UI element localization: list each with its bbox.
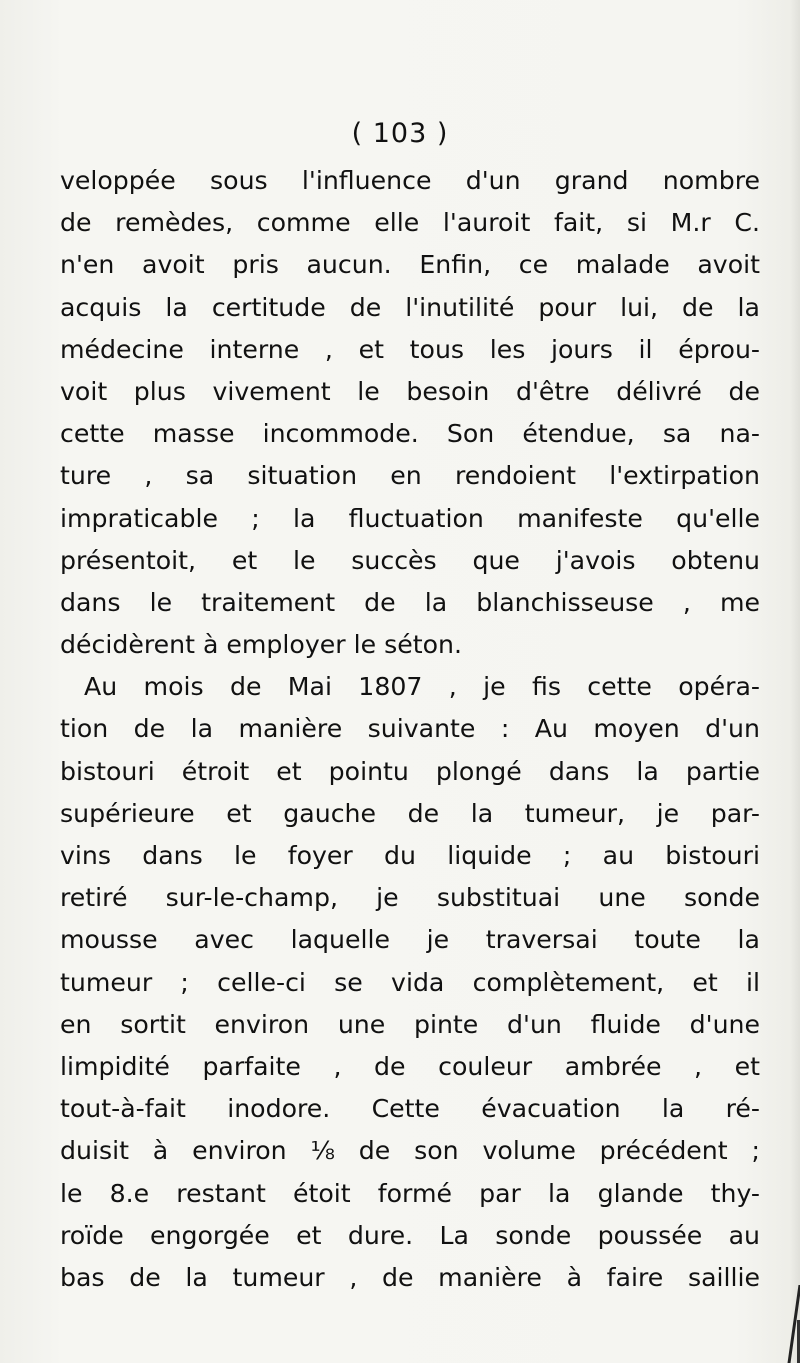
text-line: limpidité parfaite , de couleur ambrée , et (60, 1051, 760, 1081)
text-line: veloppée sous l'influence d'un grand nombre (60, 166, 760, 195)
text-line: retiré sur-le-champ, je substituai une sonde (60, 883, 760, 913)
text-line: tion de la manière suivante : Au moyen d'un (60, 714, 760, 744)
text-line: n'en avoit pris aucun. Enfin, ce malade avoit (60, 250, 760, 280)
text-line: en sortit environ une pinte d'un fluide d'une (60, 1009, 760, 1039)
text-line: mousse avec laquelle je traversai toute la (60, 925, 760, 955)
text-line: duisit à environ ⅛ de son volume précédent ; (60, 1136, 760, 1166)
page-number: ( 103 ) (351, 118, 449, 149)
page-edge-shadow (790, 0, 800, 1363)
text-line: vins dans le foyer du liquide ; au bistouri (60, 841, 760, 870)
body-text (60, 160, 760, 1299)
text-line: acquis la certitude de l'inutilité pour lui, de la (60, 292, 760, 322)
text-line: dans le traitement de la blanchisseuse , me (60, 587, 760, 617)
text-line: médecine interne , et tous les jours il éprou- (60, 334, 760, 364)
text-line: décidèrent à employer le séton. (60, 630, 462, 660)
text-line: roïde engorgée et dure. La sonde poussée au (60, 1220, 760, 1250)
text-line: de remèdes, comme elle l'auroit fait, si M.r C. (60, 208, 760, 238)
text-line: Au mois de Mai 1807 , je fis cette opéra- (84, 672, 760, 702)
text-line: cette masse incommode. Son étendue, sa na- (60, 419, 760, 449)
text-line: le 8.e restant étoit formé par la glande thy- (60, 1178, 760, 1208)
text-line: supérieure et gauche de la tumeur, je par- (60, 798, 760, 828)
text-line: voit plus vivement le besoin d'être délivré de (60, 376, 760, 406)
text-line: tout-à-fait inodore. Cette évacuation la ré- (60, 1094, 760, 1124)
text-line: bistouri étroit et pointu plongé dans la partie (60, 756, 760, 786)
text-line: tumeur ; celle-ci se vida complètement, et il (60, 967, 760, 997)
text-line: impraticable ; la fluctuation manifeste qu'elle (60, 503, 760, 533)
text-line: ture , sa situation en rendoient l'extirpation (60, 461, 760, 491)
text-line: présentoit, et le succès que j'avois obtenu (60, 545, 760, 575)
text-line: bas de la tumeur , de manière à faire saillie (60, 1262, 760, 1292)
